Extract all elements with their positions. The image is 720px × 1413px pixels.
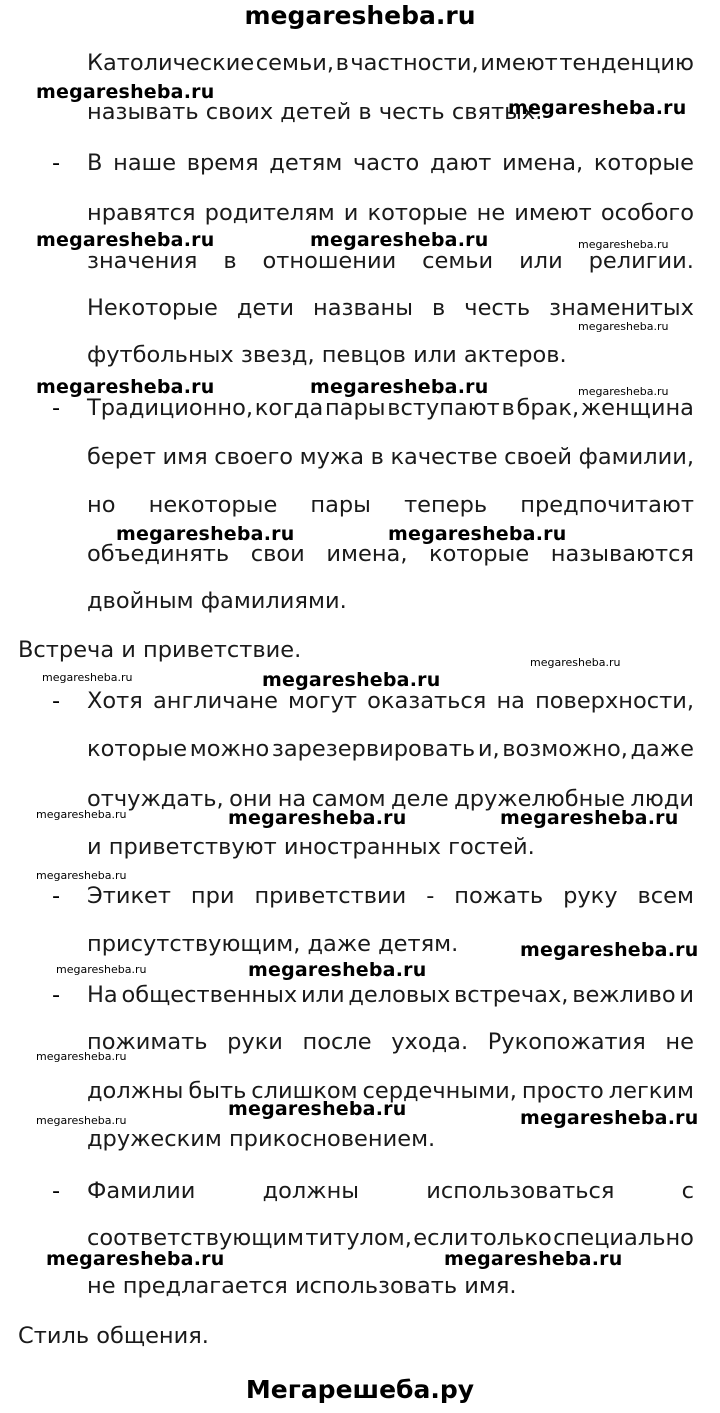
word: имена, [326,541,408,567]
word: берет [87,444,156,470]
watermark-text: megaresheba.ru [578,238,669,251]
word: в [223,248,237,274]
word: имя [162,444,208,470]
word: своей [504,444,572,470]
word: пары [310,492,371,518]
bullet-line: не предлагается использовать имя. [87,1273,517,1299]
word: особого [600,200,694,226]
word: Фамилии [87,1178,196,1204]
word: англичане [152,688,278,714]
watermark-text: megaresheba.ru [310,229,489,251]
word: на [496,688,525,714]
paragraph-line: называть своих детей в честь святых. [87,99,543,125]
watermark-text: megaresheba.ru [520,1107,699,1129]
paragraph-line [87,48,694,78]
word: Традиционно, [87,395,254,421]
word: деле [391,786,449,812]
word: семьи, [255,50,334,76]
word: объединять [87,541,230,567]
word: В [87,150,103,176]
word: должны [262,1178,360,1204]
word: некоторые [148,492,278,518]
word: вежливо [572,982,676,1008]
word: сердечными, [362,1078,517,1104]
word: использоваться [426,1178,615,1204]
watermark-text: megaresheba.ru [310,376,489,398]
bullet-line: футбольных звезд, певцов или актеров. [87,342,567,368]
word: пожать [454,883,544,909]
watermark-text: megaresheba.ru [520,939,699,961]
word: теперь [404,492,488,518]
word: имена, [502,150,584,176]
word: или [519,248,563,274]
word: пожимать [87,1029,208,1055]
word: женщина [580,395,694,421]
watermark-text: megaresheba.ru [56,963,147,976]
word: часто [352,150,420,176]
word: имеют [480,50,558,76]
word: Католические [87,50,255,76]
bullet-line [87,1027,694,1057]
word: отчуждать, [87,786,224,812]
word: которые [429,541,530,567]
watermark-text: megaresheba.ru [530,656,621,669]
word: после [302,1029,372,1055]
watermark-text: megaresheba.ru [508,97,687,119]
word: быть [188,1078,247,1104]
word: нравятся [87,200,196,226]
word: просто [521,1078,604,1104]
word: приветствии [254,883,407,909]
word: знаменитых [549,295,694,321]
watermark-text: megaresheba.ru [444,1248,623,1270]
word: в [501,395,515,421]
watermark-text: megaresheba.ru [46,1248,225,1270]
word: брак, [516,395,580,421]
watermark-text: megaresheba.ru [262,669,441,691]
word: своего [214,444,294,470]
word: Некоторые [87,295,218,321]
word: и [679,982,694,1008]
word: деловых [348,982,451,1008]
word: отношении [262,248,397,274]
bullet-line [87,881,694,911]
word: Этикет [87,883,171,909]
word: специально [553,1225,694,1251]
word: которые [367,200,468,226]
bullet-line [87,734,694,764]
bullet-line [87,490,694,520]
word: которые [593,150,694,176]
word: встречах, [454,982,569,1008]
word: и, [477,736,500,762]
word: семьи [422,248,494,274]
watermark-text: megaresheba.ru [36,229,215,251]
word: если [413,1225,469,1251]
bullet-dash: - [52,150,61,176]
bullet-dash: - [52,688,61,714]
watermark-text: megaresheba.ru [578,385,669,398]
word: названы [313,295,414,321]
bullet-dash: - [52,395,61,421]
word: - [426,883,435,909]
word: на [277,786,307,812]
word: самом [311,786,386,812]
watermark-text: megaresheba.ru [228,1098,407,1120]
word: предпочитают [520,492,694,518]
watermark-text: megaresheba.ru [500,807,679,829]
word: и [343,200,359,226]
bullet-line: двойным фамилиями. [87,588,347,614]
watermark-text: megaresheba.ru [36,808,127,821]
word: при [190,883,235,909]
word: время [186,150,259,176]
word: тенденцию [559,50,694,76]
word: возможно, [502,736,628,762]
word: фамилии, [578,444,694,470]
word: в [432,295,446,321]
word: но [87,492,116,518]
word: На [87,982,118,1008]
bullet-line [87,1176,694,1206]
word: дружелюбные [454,786,625,812]
word: родителям [204,200,335,226]
watermark-text: megaresheba.ru [248,959,427,981]
watermark-text: megaresheba.ru [116,523,295,545]
word: поверхности, [535,688,694,714]
word: легким [608,1078,694,1104]
bullet-line: присутствующим, даже детям. [87,931,459,957]
bullet-dash: - [52,883,61,909]
word: дают [429,150,492,176]
word: называются [550,541,694,567]
bullet-line: и приветствуют иностранных гостей. [87,834,535,860]
word: частности, [350,50,479,76]
word: в [335,50,349,76]
watermark-text: megaresheba.ru [228,807,407,829]
word: детям [269,150,343,176]
word: качестве [390,444,498,470]
word: значения [87,248,198,274]
watermark-text: megaresheba.ru [36,376,215,398]
bullet-line [87,980,694,1010]
word: когда [254,395,324,421]
word: честь [464,295,531,321]
word: в [370,444,384,470]
watermark-text: megaresheba.ru [36,1114,127,1127]
word: должны [87,1078,184,1104]
word: руку [563,883,618,909]
bullet-dash: - [52,1178,61,1204]
word: с [681,1178,694,1204]
watermark-text: megaresheba.ru [36,869,127,882]
word: ухода. [391,1029,469,1055]
word: Рукопожатия [487,1029,646,1055]
watermark-text: megaresheba.ru [42,671,133,684]
bullet-line [87,198,694,228]
bullet-line [87,148,694,178]
word: могут [288,688,358,714]
word: всем [637,883,694,909]
bullet-line [87,293,694,323]
section-heading: Стиль общения. [18,1323,209,1349]
bullet-line [87,442,694,472]
word: не [476,200,506,226]
word: свои [250,541,305,567]
word: которые [87,736,188,762]
word: даже [630,736,694,762]
watermark-text: megaresheba.ru [388,523,567,545]
watermark-text: megaresheba.ru [578,320,669,333]
word: только [469,1225,552,1251]
word: соответствующим [87,1225,305,1251]
word: пары [324,395,386,421]
word: зарезервировать [271,736,476,762]
word: мужа [299,444,365,470]
site-header: megaresheba.ru [244,1,476,30]
word: вступают [387,395,500,421]
word: дети [236,295,295,321]
word: имеют [514,200,592,226]
word: руки [227,1029,283,1055]
word: наше [113,150,177,176]
bullet-dash: - [52,982,61,1008]
word: религии. [588,248,694,274]
word: можно [189,736,270,762]
word: не [665,1029,694,1055]
word: общественных [121,982,298,1008]
site-footer: Мегарешеба.ру [245,1375,475,1404]
section-heading: Встреча и приветствие. [18,637,302,663]
word: Хотя [87,688,143,714]
word: оказаться [367,688,487,714]
watermark-text: megaresheba.ru [36,1050,127,1063]
watermark-text: megaresheba.ru [36,81,215,103]
bullet-line: дружеским прикосновением. [87,1126,436,1152]
word: или [300,982,345,1008]
word: люди [630,786,694,812]
word: они [229,786,273,812]
word: титулом, [305,1225,412,1251]
word: слишком [251,1078,358,1104]
